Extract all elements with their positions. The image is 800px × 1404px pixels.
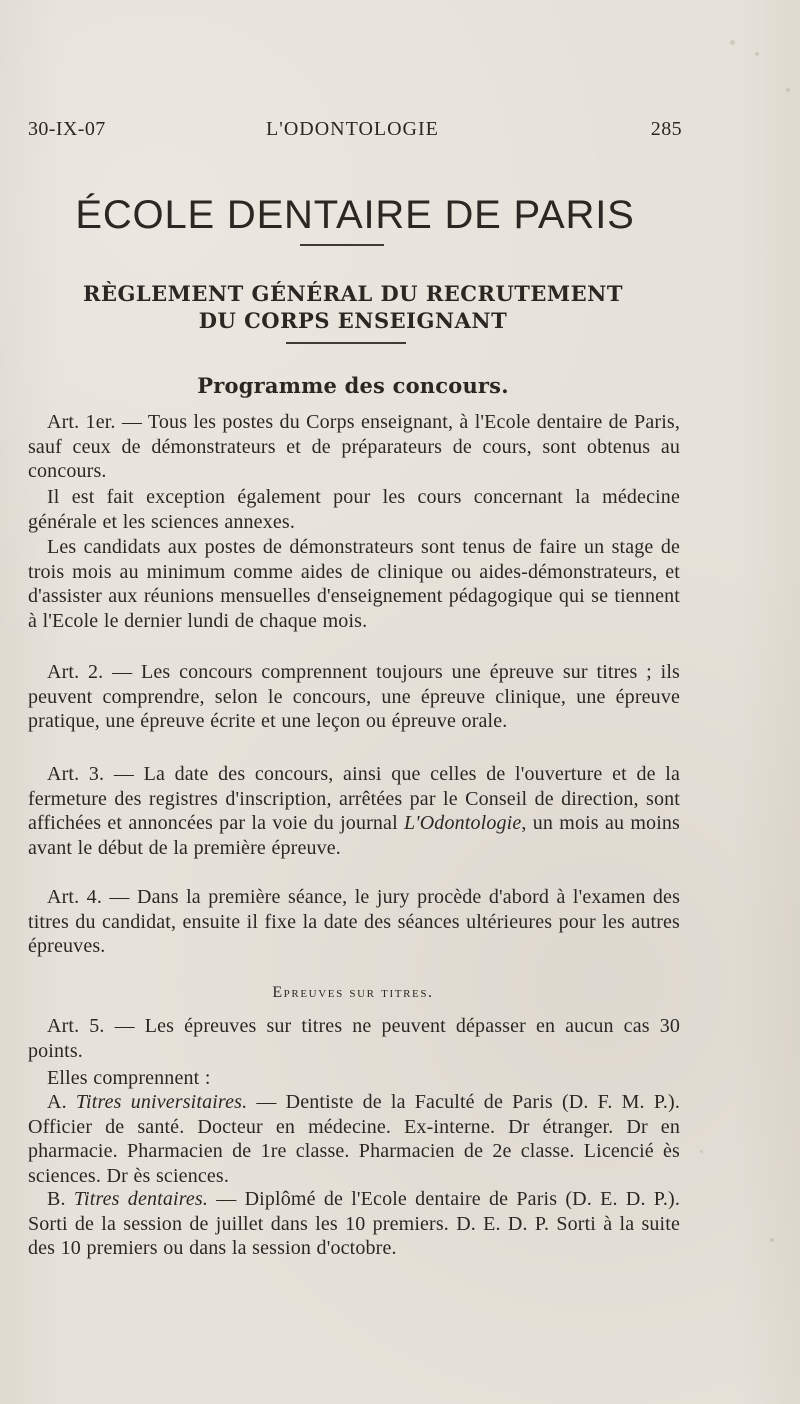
- university-titles-heading: Titres universitaires.: [75, 1091, 248, 1113]
- titles-section-heading: Epreuves sur titres.: [272, 984, 434, 1001]
- regulation-title-line-2: DU CORPS ENSEIGNANT: [198, 308, 508, 333]
- title-divider: [300, 244, 384, 246]
- exception-paragraph: [28, 485, 680, 534]
- article-1-text: Art. 1er. — Tous les postes du Corps enseignant, à l'Ecole dentaire de Paris, sauf ceux de démonstrateurs et de préparateurs de cours, sont obtenus au concours.: [28, 411, 680, 483]
- issue-date: 30-IX-07: [28, 118, 106, 140]
- demonstrators-paragraph: [28, 535, 680, 633]
- dental-titles-heading: Titres dentaires.: [73, 1188, 208, 1210]
- article-5-paragraph: [28, 1014, 680, 1063]
- exception-text: Il est fait exception également pour les cours concernant la médecine générale et les sciences annexes.: [28, 486, 680, 533]
- journal-title: L'ODONTOLOGIE: [266, 118, 439, 140]
- dental-titles-label: B.: [47, 1188, 74, 1210]
- regulation-title-line-1: RÈGLEMENT GÉNÉRAL DU RECRUTEMENT: [83, 281, 623, 306]
- subtitle-divider: [286, 342, 406, 344]
- page-number: 285: [650, 118, 682, 140]
- article-3-text-start: Art. 3. — La date des concours, ainsi que celles de l'ouverture et de la fermeture des registres d'inscription, arrêtées par le Conseil de direction, sont affichées et annoncées par la voie du journal: [28, 763, 680, 835]
- dental-titles-paragraph: [28, 1187, 680, 1261]
- running-header: [28, 114, 682, 144]
- article-3-text-end: , un mois au moins avant le début de la première épreuve.: [28, 812, 680, 859]
- article-2-paragraph: [28, 660, 680, 734]
- paper-spot: [700, 1150, 703, 1153]
- article-2-text: Art. 2. — Les concours comprennent toujours une épreuve sur titres ; ils peuvent comprendre, selon le concours, une épreuve clinique, une épreuve pratique, une épreuve écrite et une leçon ou épreuve orale.: [28, 661, 680, 733]
- paper-spot: [770, 1238, 774, 1242]
- school-title: ÉCOLE DENTAIRE DE PARIS: [75, 193, 635, 237]
- article-4-text: Art. 4. — Dans la première séance, le jury procède d'abord à l'examen des titres du candidat, ensuite il fixe la date des séances ultérieures pour les autres épreuves.: [28, 886, 680, 958]
- university-titles-text: — Dentiste de la Faculté de Paris (D. F. M. P.). Officier de santé. Docteur en médecine. Ex-interne. Dr étranger. Dr en pharmacie. Pharmacien de 1re classe. Pharmacien de 2e classe. Licencié ès sciences. Dr ès sciences.: [28, 1091, 680, 1187]
- includes-paragraph: [28, 1066, 680, 1091]
- paper-spot: [730, 40, 735, 45]
- dental-titles-text: — Diplômé de l'Ecole dentaire de Paris (D. E. D. P.). Sorti de la session de juillet dans les 10 premiers. D. E. D. P. Sorti à la suite des 10 premiers ou dans la session d'octobre.: [28, 1188, 680, 1260]
- article-3-paragraph: [28, 762, 680, 860]
- paper-spot: [755, 52, 759, 56]
- includes-text: Elles comprennent :: [47, 1067, 211, 1089]
- paper-spot: [786, 88, 790, 92]
- program-heading: Programme des concours.: [197, 373, 509, 398]
- university-titles-label: A.: [47, 1091, 76, 1113]
- university-titles-paragraph: [28, 1090, 680, 1188]
- article-4-paragraph: [28, 885, 680, 959]
- article-5-text: Art. 5. — Les épreuves sur titres ne peuvent dépasser en aucun cas 30 points.: [28, 1015, 680, 1062]
- journal-name-italic: L'Odontologie: [404, 812, 522, 835]
- article-1-paragraph: [28, 410, 680, 484]
- demonstrators-text: Les candidats aux postes de démonstrateurs sont tenus de faire un stage de trois mois au minimum comme aides de clinique ou aides-démonstrateurs, et d'assister aux réunions mensuelles d'enseignement pédagogique qui se tiennent à l'Ecole le dernier lundi de chaque mois.: [28, 536, 680, 632]
